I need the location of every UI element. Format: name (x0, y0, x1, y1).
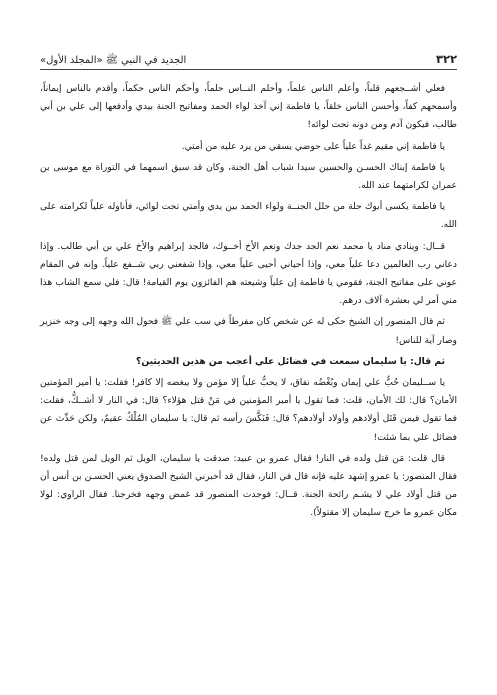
paragraph: يا فاطمة إبناك الحسـن والحسين سيدا شباب أهل الجنة، وكان قد سبق اسمهما في التوراة مع موسى بن عمران لكرامتهما عند الله. (40, 161, 457, 192)
page-header (40, 52, 457, 68)
paragraph: ثم قال المنصور إن الشيخ حكى له عن شخص كان مفرطاً في سب علي ﷺ فحول الله وجهه إلى وجه خنزير وصار آية للناس! (40, 316, 457, 346)
paragraph: يا فاطمة إني مقيم غداً علياً على حوضي يسقي من يرد عليه من أمتي. (181, 140, 445, 152)
page-body (40, 80, 457, 526)
paragraph-bold: ثم قال: يا سليمان سمعت في فضائل علي أعجب من هذين الحديثين؟ (136, 355, 445, 367)
paragraph: يا فاطمة يكسى أبوك حلة من حلل الجنــة ولواء الحمد بين يدي وأمتي تحت لوائي، فأناوله علياً لكرامته على الله. (40, 201, 457, 231)
paragraph: فعلي أشــجعهم قلباً، وأعلم الناس علماً، وأحلم النــاس حلماً، وأحكم الناس حكماً، وأقدم بالناس إيماناً، وأسمحهم كفاً، وأحسن الناس خلقاً، يا فاطمة إني آخذ لواء الحمد ومفاتيح الجنة بيدي وأدفعها إلى علي بن أبي طالب، فيكون آدم ومن دونه تحت لوائه! (40, 83, 457, 131)
paragraph: يا ســليمان حُبُّ علي إيمان وبُغْضُه نفاق، لا يحبُّ علياً إلا مؤمن ولا يبغضه إلا كافر! فقلت: يا أمير المؤمنين الأمان؟ قال: لك الأمان، قلت: فما تقول يا أمير المؤمنين في مَنْ قتل هؤلاء؟ قال: في النار لا أشــكُّ، فقلت: فما تقول فيمن قَتَل أولادهم وأولاد أولادهم؟ قال: فَنَكَّسَ رأسه ثم قال: يا سليمان المُلْكُ عقيمٌ، ولكن حَدِّث عن فضائل علي بما شئت! (40, 377, 457, 443)
paragraph: قــال: وينادي مناد يا محمد نعم الجد جدك ونعم الأخ أخــوك، فالجد إبراهيم والأخ علي بن أبي طالب. وإذا دعاني رب العالمين دعا علياً معي، وإذا أحياني أحيى علياً معي، وإذا شفعني ربي شــفع علياً. وإنه في المقام عوني على مفاتيح الجنة، فقومي يا فاطمة إن علياً وشيعته هم الفائزون يوم القيامة! قال: فلي سمع الشاب هذا مني أمر لي بعشرة آلاف درهم. (40, 240, 457, 307)
header-rule (40, 69, 457, 70)
page-number: ٣٢٢ (435, 52, 457, 66)
paragraph: قال قلت: مَن قتل ولده في النار! فقال عمرو بن عبيد: صدقت يا سليمان، الويل ثم الويل لمن قتل ولده! فقال المنصور: يا عمرو إشهد عليه فإنه قال في النار، فقال قد أخبرني الشيخ الصدوق يعني الحسـن بن أنس أن من قتل أولاد علي لا يشـم رائحة الجنة. قــال: فوجدت المنصور قد غمض وجهه فخرجنا. فقال الراوي: لولا مكان عمرو ما خرج سليمان إلا مقتولاً). (40, 452, 457, 519)
running-title: الجديد في النبي ﷺ «المجلد الأول» (40, 55, 187, 66)
